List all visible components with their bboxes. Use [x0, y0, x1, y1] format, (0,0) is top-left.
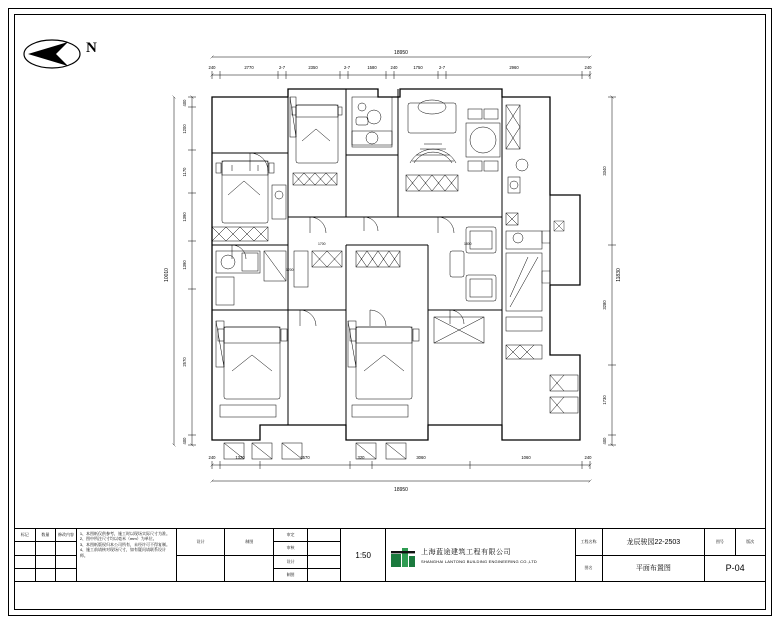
project-name-row	[576, 529, 705, 556]
svg-text:1700: 1700	[318, 242, 326, 246]
svg-text:2-7: 2-7	[343, 65, 351, 70]
svg-text:1390: 1390	[182, 212, 187, 222]
revision-row	[15, 569, 76, 581]
svg-text:2-7: 2-7	[278, 65, 286, 70]
general-notes	[77, 529, 177, 581]
svg-text:400: 400	[602, 437, 607, 445]
svg-text:1730: 1730	[602, 395, 607, 405]
svg-text:3060: 3060	[416, 455, 426, 460]
drawing-title-row	[576, 556, 705, 582]
revision-header-row	[15, 529, 76, 542]
svg-text:2960: 2960	[509, 65, 519, 70]
company-name-cn: 上海蓝途建筑工程有限公司	[421, 548, 512, 556]
svg-text:240: 240	[584, 455, 592, 460]
revision-cell	[15, 569, 36, 581]
svg-text:11830: 11830	[616, 268, 622, 282]
approval-val	[308, 529, 341, 541]
revision-cell	[56, 556, 76, 568]
company-logo-icon	[390, 542, 416, 568]
revision-cell	[36, 542, 57, 554]
revision-row	[15, 542, 76, 555]
approval-val	[308, 556, 341, 568]
revision-col-mark: 标记	[15, 529, 36, 541]
approval-row	[274, 569, 340, 581]
approval-key: 设计	[274, 556, 308, 568]
company-name-en: SHANGHAI LANTONG BUILDING ENGINEERING CO.,LTD	[421, 558, 537, 564]
drawing-title-value: 平面布置图	[635, 565, 671, 573]
svg-text:3340: 3340	[602, 166, 607, 176]
svg-text:10010: 10010	[164, 268, 170, 282]
approval-row	[274, 542, 340, 555]
svg-text:1200: 1200	[182, 124, 187, 134]
signature-row	[177, 556, 274, 582]
sheet-number-value: P-04	[725, 563, 745, 574]
note-line: 4、施工前请核对现场尺寸，如有疑问请联系设计师。	[79, 547, 167, 558]
svg-text:2-7: 2-7	[438, 65, 446, 70]
svg-text:2770: 2770	[244, 65, 254, 70]
svg-text:18950: 18950	[394, 50, 408, 56]
revision-cell	[36, 556, 57, 568]
sheet-number-key: 图号	[705, 529, 735, 555]
approval-val	[308, 542, 341, 554]
svg-text:2570: 2570	[182, 357, 187, 367]
sheet-number-block	[705, 529, 765, 581]
svg-text:3570: 3570	[300, 455, 310, 460]
revision-cell	[15, 556, 36, 568]
north-label: N	[86, 40, 97, 56]
project-name-value: 龙辰骏园22-2503	[626, 538, 681, 546]
approval-row	[274, 556, 340, 569]
svg-text:1060: 1060	[521, 455, 531, 460]
scale-value: 1:50	[355, 550, 371, 560]
project-info	[576, 529, 706, 581]
revision-cell	[56, 542, 76, 554]
svg-text:1390: 1390	[182, 260, 187, 270]
company-block	[386, 529, 576, 581]
svg-text:1320: 1320	[235, 455, 245, 460]
title-block	[14, 528, 766, 582]
svg-text:400: 400	[182, 99, 187, 107]
svg-text:240: 240	[208, 455, 216, 460]
revision-col-desc: 修改内容	[58, 532, 75, 538]
floor-plan-drawing	[150, 45, 650, 505]
sheet-number-header	[705, 529, 765, 556]
revision-cell	[15, 542, 36, 554]
scale-and-approval	[274, 529, 386, 581]
svg-text:240: 240	[208, 65, 216, 70]
signature-col-draft: 制图	[245, 538, 254, 544]
svg-text:1200: 1200	[286, 268, 294, 272]
svg-text:240: 240	[390, 65, 398, 70]
svg-text:240: 240	[584, 65, 592, 70]
svg-text:2350: 2350	[308, 65, 318, 70]
signature-area	[177, 529, 275, 581]
approval-key: 制图	[274, 569, 308, 581]
approval-key: 审定	[274, 529, 308, 541]
sheet-number-value-row	[705, 556, 765, 582]
revision-row	[15, 556, 76, 569]
note-line: 1、本图纸仅供参考，施工时以现场实际尺寸为准。	[79, 531, 171, 536]
svg-text:1170: 1170	[182, 167, 187, 177]
signature-col-design: 设计	[177, 529, 226, 555]
revision-cell	[36, 569, 57, 581]
approval-row	[274, 529, 340, 542]
note-line: 2、图中所注尺寸均以毫米（mm）为单位。	[79, 536, 157, 542]
project-name-key: 工程名称	[576, 529, 603, 555]
sheet-revision-key: 版次	[746, 538, 755, 544]
signature-cell	[225, 556, 273, 582]
signature-cell	[177, 556, 226, 582]
note-line: 3、本图纸版权归本公司所有，未经许可不得复制。	[79, 541, 171, 547]
signature-header	[177, 529, 274, 556]
revision-cell	[56, 569, 76, 581]
svg-text:18950: 18950	[394, 487, 408, 493]
approval-val	[308, 569, 341, 581]
svg-text:320: 320	[357, 455, 365, 460]
drawing-title-key: 图名	[576, 556, 603, 582]
north-arrow	[22, 28, 112, 80]
approval-key: 审核	[274, 542, 308, 554]
svg-text:1800: 1800	[464, 242, 472, 246]
svg-text:1750: 1750	[413, 65, 423, 70]
svg-text:1580: 1580	[367, 65, 377, 70]
svg-text:3280: 3280	[602, 300, 607, 310]
revision-col-qty: 数量	[36, 529, 57, 541]
revision-table	[15, 529, 77, 581]
svg-text:400: 400	[182, 437, 187, 445]
